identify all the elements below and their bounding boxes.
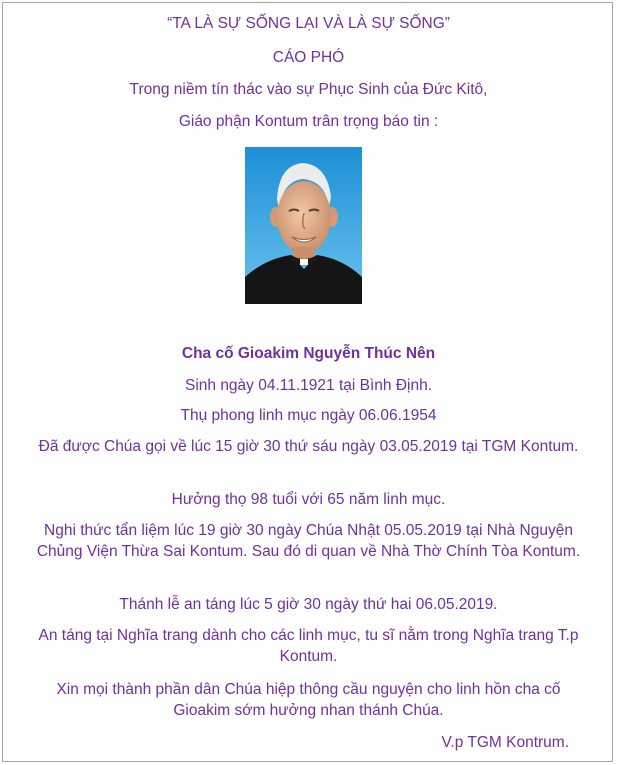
notice-title: CÁO PHÓ (272, 49, 345, 66)
portrait-illustration (245, 147, 362, 304)
intro-line-1: Trong niềm tín thác vào sự Phục Sinh của Đức Kitô, (129, 81, 488, 98)
priest-portrait-photo (245, 147, 362, 304)
ordination-line: Thụ phong linh mục ngày 06.06.1954 (180, 407, 437, 424)
passing-line: Đã được Chúa gọi về lúc 15 giờ 30 thứ sáu ngày 03.05.2019 tại TGM Kontum. (38, 438, 579, 455)
deceased-name: Cha cố Gioakim Nguyễn Thúc Nên (181, 345, 436, 362)
prayer-line: Xin mọi thành phần dân Chúa hiệp thông cầu nguyện cho linh hồn cha cố Gioakim sớm hưởng nhan thánh Chúa. (56, 681, 561, 719)
epigraph: “TA LÀ SỰ SỐNG LẠI VÀ LÀ SỰ SỐNG” (167, 15, 450, 32)
burial-line: An táng tại Nghĩa trang dành cho các linh mục, tu sĩ nằm trong Nghĩa trang T.p Kontum. (38, 627, 579, 665)
birth-line: Sinh ngày 04.11.1921 tại Bình Định. (184, 377, 433, 394)
encoffinment-line: Nghi thức tẩn liệm lúc 19 giờ 30 ngày Chúa Nhật 05.05.2019 tại Nhà Nguyện Chủng Viện Thừa Sai Kontum. Sau đó di quan về Nhà Thờ Chính Tòa Kontum. (36, 522, 581, 560)
age-line: Hưởng thọ 98 tuổi với 65 năm linh mục. (171, 491, 446, 508)
intro-line-2: Giáo phận Kontum trân trọng báo tin : (178, 113, 439, 130)
funeral-mass-line: Thánh lễ an táng lúc 5 giờ 30 ngày thứ hai 06.05.2019. (119, 596, 498, 613)
signature: V.p TGM Kontrum. (441, 734, 569, 751)
